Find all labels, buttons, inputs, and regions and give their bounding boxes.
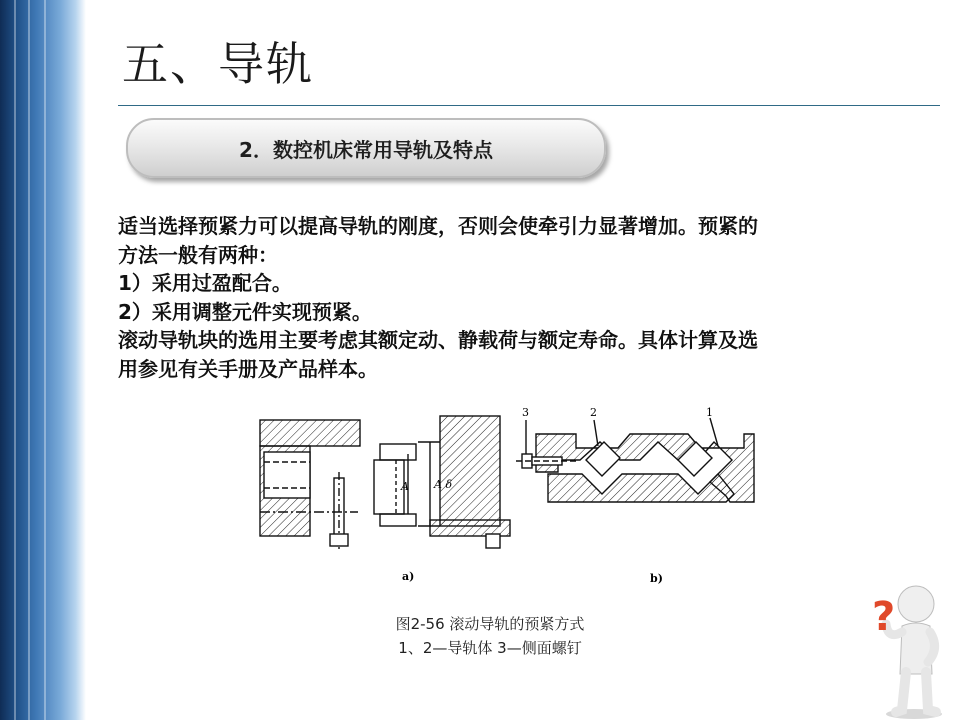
- body-line: 2）采用调整元件实现预紧。: [118, 299, 372, 324]
- body-line: 方法一般有两种：: [118, 242, 278, 267]
- sidebar-stripe: [14, 0, 16, 720]
- dimension-label-A-delta: A δ: [434, 478, 453, 491]
- diagram-b: [516, 418, 754, 502]
- body-text: [118, 212, 908, 383]
- callout-1: 1: [706, 406, 713, 419]
- preload-diagram: [258, 402, 758, 592]
- dimension-label-A: A: [401, 480, 409, 493]
- callout-3: 3: [522, 406, 529, 419]
- section-label-pill: [126, 118, 606, 178]
- body-line: 1）采用过盈配合。: [118, 271, 292, 295]
- figure-caption-legend: 1、2—导轨体 3—侧面螺钉: [398, 639, 582, 657]
- figure-caption: 图2-56 滚动导轨的预紧方式: [395, 615, 585, 633]
- body-line: 滚动导轨块的选用主要考虑其额定动、静载荷与额定寿命。具体计算及选: [118, 328, 758, 352]
- decorative-sidebar: [0, 0, 86, 720]
- callout-2: 2: [590, 406, 597, 419]
- svg-text:?: ?: [872, 594, 896, 640]
- diagram-a: [260, 416, 510, 550]
- sidebar-stripe: [28, 0, 30, 720]
- section-label: 2．数控机床常用导轨及特点: [239, 137, 493, 162]
- question-person-icon: [866, 582, 960, 720]
- body-line: 用参见有关手册及产品样本。: [118, 356, 378, 381]
- body-line: 适当选择预紧力可以提高导轨的刚度，否则会使牵引力显著增加。预紧的: [118, 214, 758, 238]
- subfigure-label-b: b): [650, 572, 663, 585]
- title-divider: [118, 105, 940, 106]
- subfigure-label-a: a): [402, 570, 415, 583]
- sidebar-stripe: [44, 0, 46, 720]
- slide-title: 五、导轨: [122, 37, 314, 91]
